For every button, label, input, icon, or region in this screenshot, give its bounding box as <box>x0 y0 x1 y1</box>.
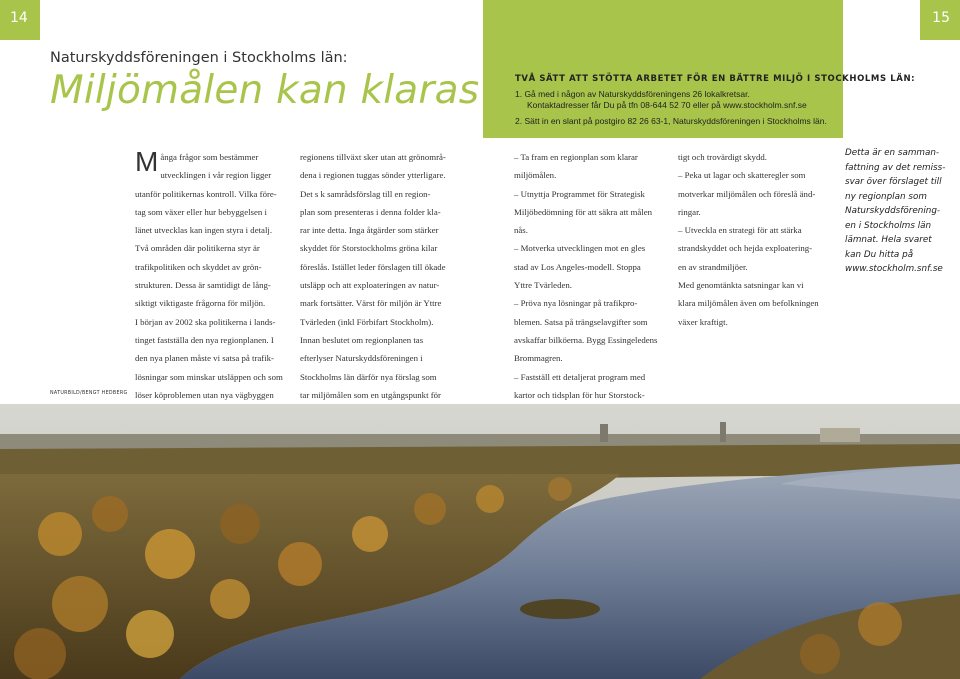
page-number-left-label: 14 <box>10 10 28 26</box>
col3-line: miljömålen. <box>514 170 557 181</box>
col4-line: – Peka ut lagar och skatteregler som <box>678 170 806 181</box>
body-column-1 <box>135 148 285 422</box>
body-column-2 <box>300 148 475 422</box>
side-line: www.stockholm.snf.se <box>845 264 943 274</box>
side-line: Naturskyddsförening- <box>845 206 941 216</box>
lake-landscape-photo <box>0 404 960 679</box>
side-line: kan Du hitta på <box>845 249 914 260</box>
col2-line: plan som presenteras i denna folder kla- <box>300 206 441 217</box>
info-box-item-1-contact: Kontaktadresser får Du på tfn 08-644 52 70 eller på www.stockholm.snf.se <box>527 100 807 110</box>
side-line: fattning av det remiss- <box>845 162 946 173</box>
col2-line: Innan beslutet om regionplanen tas <box>300 334 424 345</box>
page-title: Miljömålen kan klaras <box>50 68 480 113</box>
col2-line: dena i regionen tuggas sönder ytterligare. <box>300 170 446 181</box>
info-box-heading: TVÅ SÄTT ATT STÖTTA ARBETET FÖR EN BÄTTRE MILJÖ I STOCKHOLMS LÄN: <box>515 74 916 84</box>
col3-line: stad av Los Angeles-modell. Stoppa <box>514 261 641 272</box>
body-column-4 <box>678 148 838 331</box>
col1-line: lösningar som minskar utsläppen och som <box>135 371 283 382</box>
col3-line: kartor och tidsplan för hur Storstock- <box>514 389 645 400</box>
col3-line: – Utnyttja Programmet för Strategisk <box>514 188 645 199</box>
col4-line: en av strandmiljöer. <box>678 261 748 272</box>
col1-line: tag som växer eller hur bebyggelsen i <box>135 206 267 217</box>
col4-line: växer kraftigt. <box>678 316 728 327</box>
col1-line: utvecklingen i vår region ligger <box>160 170 272 181</box>
col3-line: Miljöbedömning för att säkra att målen <box>514 206 653 217</box>
col3-line: nås. <box>514 225 528 236</box>
col1-line: trafikpolitiken och skyddet av grön- <box>135 261 262 272</box>
col1-line: utanför politikernas kontroll. Vilka före- <box>135 188 277 199</box>
col4-line: strandskyddet och hejda exploatering- <box>678 243 813 254</box>
col4-line: motverkar miljömålen och föreslå änd- <box>678 188 816 199</box>
page-subtitle: Naturskyddsföreningen i Stockholms län: <box>50 50 348 66</box>
col1-line: länet utvecklas kan ingen styra i detalj. <box>135 225 273 236</box>
col1-line: Två områden där politikerna styr är <box>135 243 260 254</box>
info-box-item-1: 1. Gå med i någon av Naturskyddsföreningens 26 lokalkretsar. <box>515 89 750 99</box>
col2-line: utsläpp och att exploateringen av natur- <box>300 280 440 291</box>
col1-line: den nya planen måste vi satsa på trafik- <box>135 353 274 364</box>
page-number-right <box>920 0 960 40</box>
col1-line: löser köproblemen utan nya vägbyggen <box>135 389 274 400</box>
col2-line: mark fortsätter. Värst för miljön är Yttre <box>300 298 442 309</box>
drop-cap: M <box>135 146 159 177</box>
page-number-left <box>0 0 40 40</box>
col2-line: föreslås. Istället leder förslagen till ökade <box>300 261 446 272</box>
col2-line: Tvärleden (inkl Förbifart Stockholm). <box>300 316 434 327</box>
col1-line: I början av 2002 ska politikerna i lands- <box>135 316 276 327</box>
photo-credit: NATURBILD/BENGT HEDBERG <box>50 391 128 396</box>
col2-line: rar inte detta. Inga åtgärder som stärker <box>300 225 439 236</box>
col1-line: siktigt viktigaste frågorna för miljön. <box>135 298 266 309</box>
col3-line: Brommagren. <box>514 353 563 364</box>
col2-line: tar miljömålen som en utgångspunkt för <box>300 389 441 400</box>
col3-line: – Pröva nya lösningar på trafikpro- <box>514 298 638 309</box>
col3-line: – Motverka utvecklingen mot en gles <box>514 243 646 254</box>
col3-line: – Fastställ ett detaljerat program med <box>514 371 646 382</box>
col2-line: Det s k samrådsförslag till en region- <box>300 188 431 199</box>
col3-line: – Ta fram en regionplan som klarar <box>514 152 638 162</box>
col4-line: klara miljömålen även om befolkningen <box>678 298 819 309</box>
page-number-right-label: 15 <box>932 10 950 26</box>
col2-line: Stockholms län därför nya förslag som <box>300 371 437 382</box>
col1-line: ånga frågor som bestämmer <box>160 152 259 162</box>
col1-line: strukturen. Dessa är samtidigt de lång- <box>135 280 271 291</box>
col4-line: Med genomtänkta satsningar kan vi <box>678 280 804 291</box>
col2-line: regionens tillväxt sker utan att grönområ- <box>300 152 446 162</box>
side-line: lämnat. Hela svaret <box>845 235 932 245</box>
col3-line: Yttre Tvärleden. <box>514 280 572 291</box>
col4-line: – Utveckla en strategi för att stärka <box>678 225 802 236</box>
col3-line: blemen. Satsa på trängselavgifter som <box>514 316 648 327</box>
body-column-3 <box>514 148 669 422</box>
info-box-item-2: 2. Sätt in en slant på postgiro 82 26 63-1, Naturskyddsföreningen i Stockholms län. <box>515 116 827 126</box>
side-line: svar över förslaget till <box>845 177 942 187</box>
side-line: ny regionplan som <box>845 191 927 202</box>
col1-line: tinget fastställa den nya regionplanen. I <box>135 334 274 345</box>
col3-line: avskaffar bilköerna. Bygg Essingeledens <box>514 334 658 345</box>
col2-line: skyddet för Storstockholms gröna kilar <box>300 243 438 254</box>
side-line: Detta är en samman- <box>845 148 940 158</box>
col2-line: efterlyser Naturskyddsföreningen i <box>300 353 423 364</box>
col4-line: ringar. <box>678 206 701 217</box>
summary-sidebar <box>845 146 960 277</box>
side-line: en i Stockholms län <box>845 220 932 231</box>
col4-line: tigt och trovärdigt skydd. <box>678 152 767 162</box>
